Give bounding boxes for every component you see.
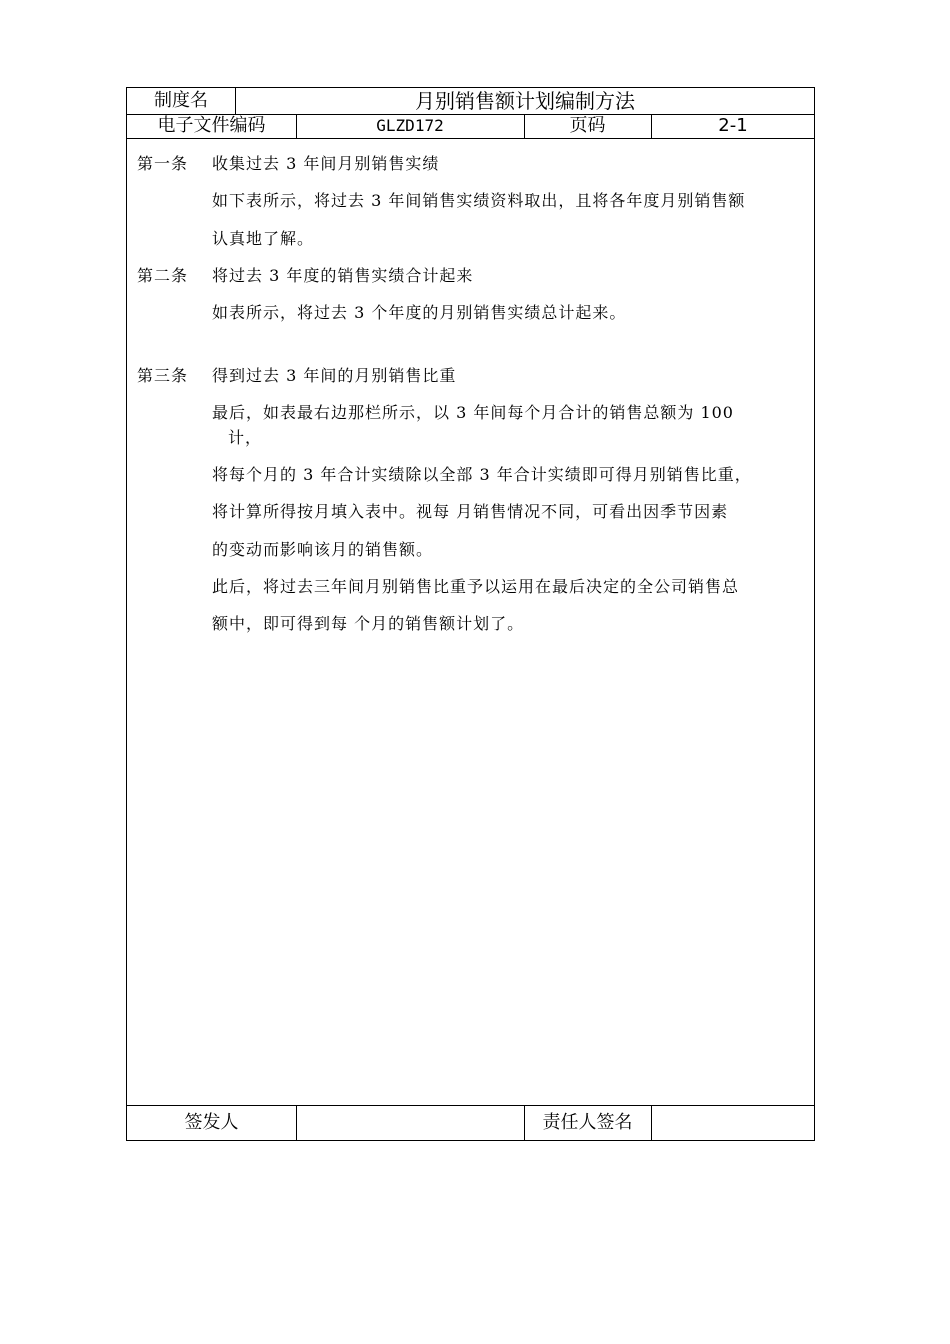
file-code-label: 电子文件编码 (157, 115, 266, 136)
issuer-label: 签发人 (184, 1112, 239, 1133)
article-3-line: 此后，将过去三年间月别销售比重予以运用在最后决定的全公司销售总 (212, 577, 740, 596)
article-3-number: 第三条 (137, 366, 189, 385)
article-3-line: 最后，如表最右边那栏所示，以 3 年间每个月合计的销售总额为 100 (212, 403, 734, 422)
page-number-label: 页码 (569, 115, 606, 136)
article-1-line: 如下表所示，将过去 3 年间销售实绩资料取出，且将各年度月别销售额 (212, 191, 746, 210)
article-3-line: 将计算所得按月填入表中。视每 月销售情况不同，可看出因季节因素 (212, 502, 729, 521)
responsible-signature-field[interactable] (651, 1105, 815, 1141)
policy-name-label: 制度名 (154, 90, 208, 111)
responsible-signature-label: 责任人签名 (542, 1112, 633, 1133)
article-3-heading: 得到过去 3 年间的月别销售比重 (212, 366, 457, 385)
article-3-line: 的变动而影响该月的销售额。 (212, 540, 434, 559)
issuer-field[interactable] (296, 1105, 524, 1141)
article-2-heading: 将过去 3 年度的销售实绩合计起来 (212, 266, 474, 285)
article-1-number: 第一条 (137, 154, 189, 173)
header-bottom-divider (127, 138, 814, 139)
page-number-value: 2-1 (718, 115, 748, 136)
article-3-line: 将每个月的 3 年合计实绩除以全部 3 年合计实绩即可得月别销售比重， (212, 465, 752, 484)
file-code-value: GLZD172 (376, 116, 444, 135)
article-1-line: 认真地了解。 (212, 229, 315, 248)
article-2-number: 第二条 (137, 266, 189, 285)
article-2-line: 如表所示，将过去 3 个年度的月别销售实绩总计起来。 (212, 303, 627, 322)
article-1-heading: 收集过去 3 年间月别销售实绩 (212, 154, 440, 173)
policy-title: 月别销售额计划编制方法 (415, 89, 635, 113)
article-3-line: 额中，即可得到每 个月的销售额计划了。 (212, 614, 525, 633)
article-3-line: 计， (228, 428, 263, 447)
